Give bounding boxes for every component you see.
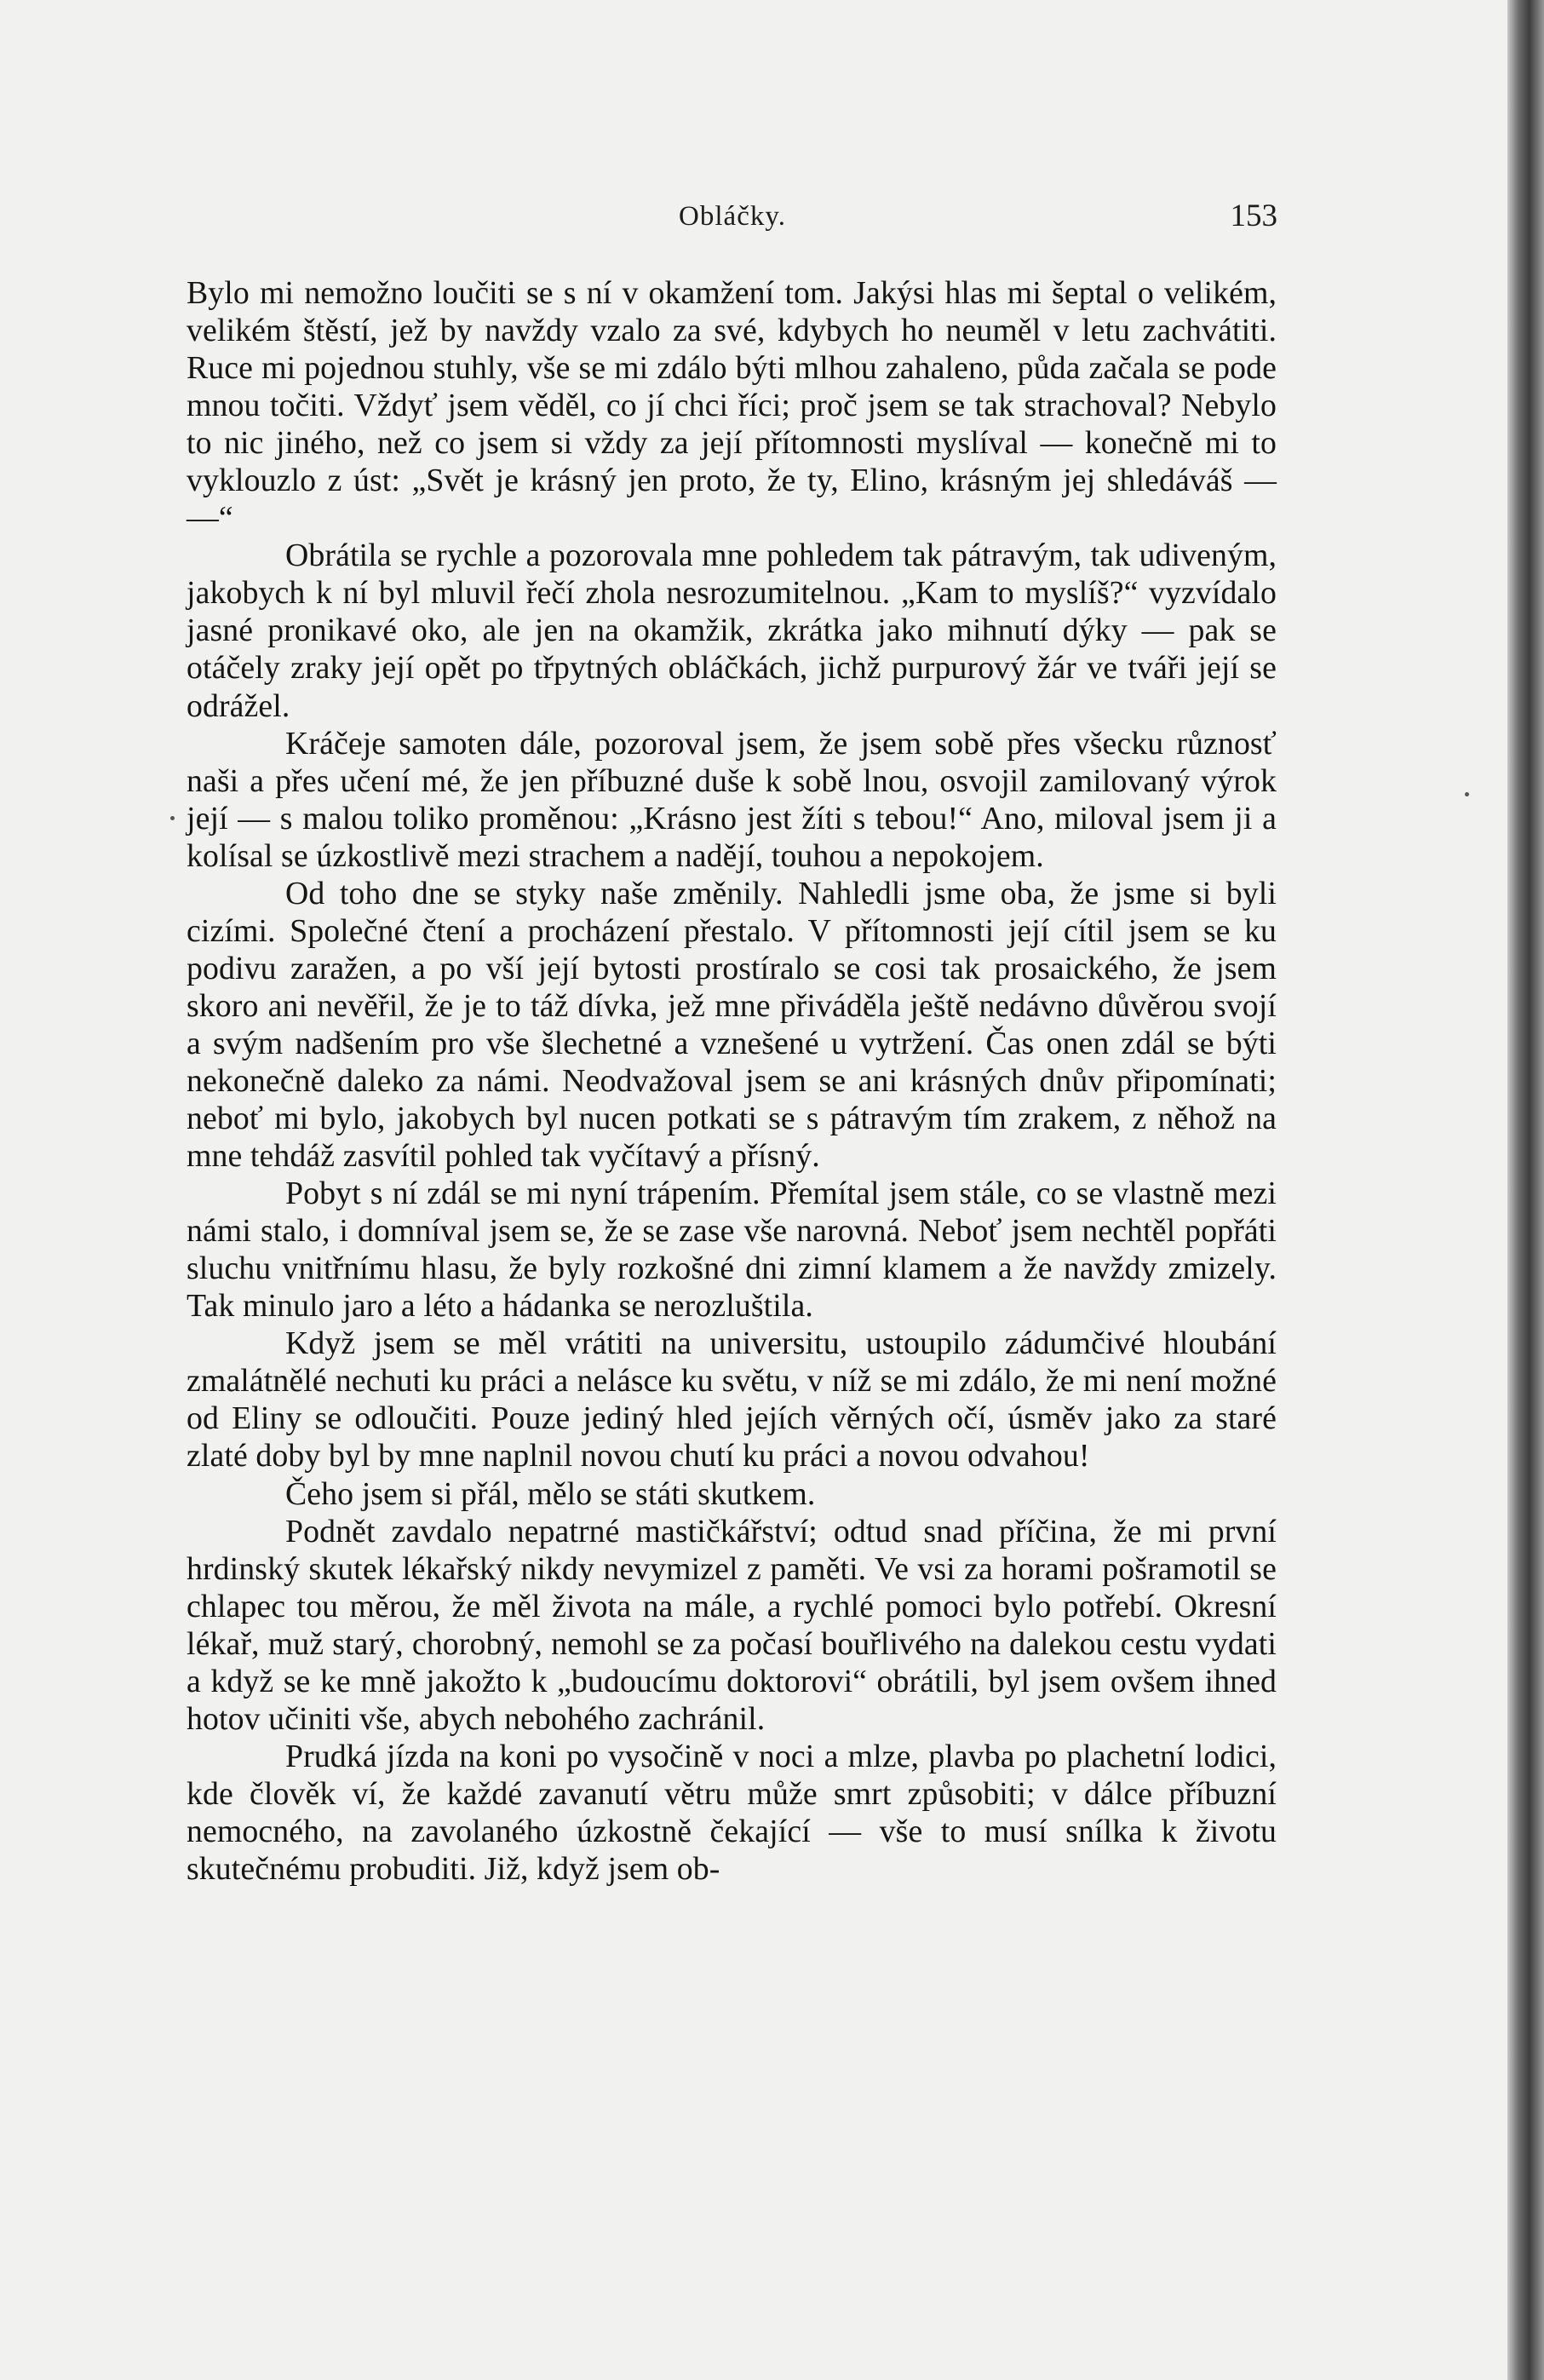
paragraph: Obrátila se rychle a pozorovala mne pohledem tak pátravým, tak udiveným, jakobych k ní byl mluvil řečí zhola nesrozumitelnou. „Kam to myslíš?“ vyzvídalo jasné pronikavé oko, ale jen na okamžik, zkrátka jako mihnutí dýky — pak se otáčely zraky její opět po třpytných obláčkách, jichž purpurový žár ve tváři její se odrážel.: [187, 538, 1277, 724]
paragraph: Pobyt s ní zdál se mi nyní trápením. Přemítal jsem stále, co se vlastně mezi námi stalo, i domníval jsem se, že se zase vše narovná. Neboť jsem nechtěl popřáti sluchu vnitřnímu hlasu, že byly rozkošné dni zimní klamem a že navždy zmizely. Tak minulo jaro a léto a hádanka se nerozluštila.: [187, 1176, 1277, 1325]
paragraph: Od toho dne se styky naše změnily. Nahledli jsme oba, že jsme si byli cizími. Společné čtení a procházení přestalo. V přítomnosti její cítil jsem se ku podivu zaražen, a po vší její bytosti prostíralo se cosi tak prosaického, že jsem skoro ani nevěřil, že je to táž dívka, jež mne přiváděla ještě nedávno důvěrou svojí a svým nadšením pro vše šlechetné a vznešené u vytržení. Čas onen zdál se býti nekonečně daleko za námi. Neodvažoval jsem se ani krásných dnův připomínati; neboť mi bylo, jakobych byl nucen potkati se s pátravým tím zrakem, z něhož na mne tehdáž zasvítil pohled tak vyčítavý a přísný.: [187, 875, 1277, 1175]
paragraph: Čeho jsem si přál, mělo se státi skutkem.: [285, 1475, 816, 1512]
paragraph: Když jsem se měl vrátiti na universitu, ustoupilo zádumčivé hloubání zmalátnělé nechuti ku práci a nelásce ku světu, v níž se mi zdálo, že mi není možné od Eliny se odloučiti. Pouze jediný hled jejích věrných očí, úsměv jako za staré zlaté doby byl by mne naplnil novou chutí ku práci a novou odvahou!: [187, 1325, 1277, 1475]
page-edge-shadow: [1507, 0, 1544, 2380]
paper-speck: [170, 816, 175, 820]
paper-speck: [1465, 792, 1469, 796]
paragraph: Podnět zavdalo nepatrné mastičkářství; odtud snad příčina, že mi první hrdinský skutek lékařský nikdy nevymizel z paměti. Ve vsi za horami pošramotil se chlapec tou měrou, že měl života na mále, a rychlé pomoci bylo potřebí. Okresní lékař, muž starý, chorobný, nemohl se za počasí bouřlivého na dalekou cestu vydati a když se ke mně jakožto k „budoucímu doktorovi“ obrátili, byl jsem ovšem ihned hotov učiniti vše, abych nebohého zachránil.: [187, 1513, 1277, 1737]
body-text: [187, 274, 1277, 1888]
page-number: 153: [1230, 198, 1277, 233]
page-header: [187, 198, 1277, 249]
paragraph: Bylo mi nemožno loučiti se s ní v okamžení tom. Jakýsi hlas mi šeptal o velikém, velikém štěstí, jež by navždy vzalo za své, kdybych ho neuměl v letu zachvátiti. Ruce mi pojednou stuhly, vše se mi zdálo býti mlhou zahaleno, půda začala se pode mnou točiti. Vždyť jsem věděl, co jí chci říci; proč jsem se tak strachoval? Nebylo to nic jiného, než co jsem si vždy za její přítomnosti myslíval — konečně mi to vyklouzlo z úst: „Svět je krásný jen proto, že ty, Elino, krásným jej shledáváš — —“: [187, 275, 1277, 537]
running-title: Obláčky.: [679, 201, 786, 232]
paragraph: Prudká jízda na koni po vysočině v noci a mlze, plavba po plachetní lodici, kde člověk ví, že každé zavanutí větru může smrt způsobiti; v dálce příbuzní nemocného, na zavolaného úzkostně čekající — vše to musí snílka k životu skutečnému probuditi. Již, když jsem ob-: [187, 1738, 1277, 1887]
paragraph: Kráčeje samoten dále, pozoroval jsem, že jsem sobě přes všecku různosť naši a přes učení mé, že jen příbuzné duše k sobě lnou, osvojil zamilovaný výrok její — s malou toliko proměnou: „Krásno jest žíti s tebou!“ Ano, miloval jsem ji a kolísal se úzkostlivě mezi strachem a nadějí, touhou a nepokojem.: [187, 725, 1277, 874]
